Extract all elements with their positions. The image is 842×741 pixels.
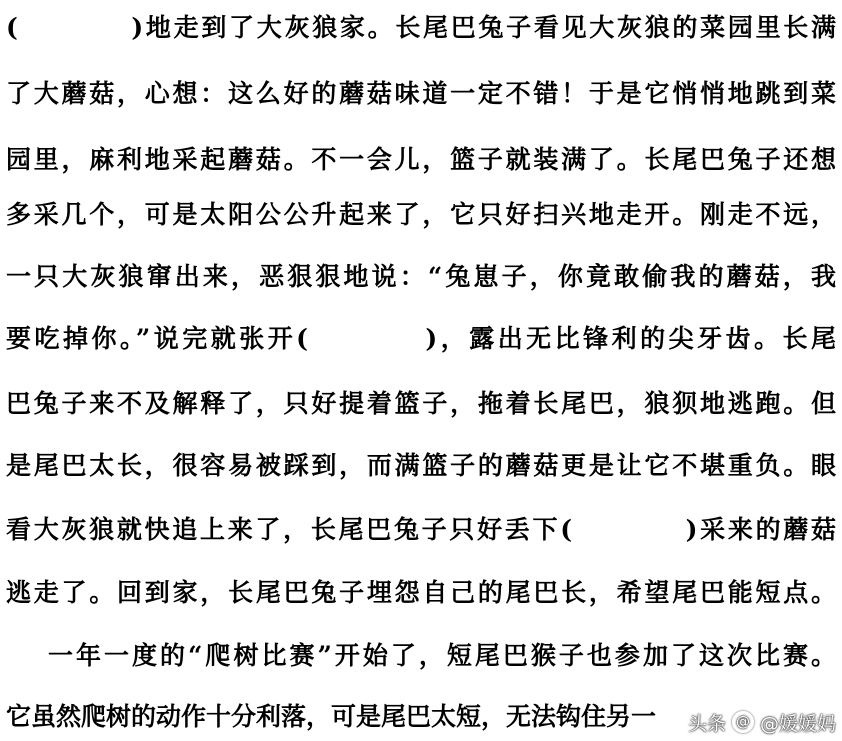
text-line: 了大蘑菇，心想：这么好的蘑菇味道一定不错！于是它悄悄地跳到菜: [6, 79, 836, 108]
text-line: ( )地走到了大灰狼家。长尾巴兔子看见大灰狼的菜园里长满: [6, 13, 836, 42]
at-icon: @: [732, 711, 754, 733]
text-line: 巴兔子来不及解释了，只好提着篮子，拖着长尾巴，狼狈地逃跑。但: [6, 389, 836, 418]
watermark: [688, 707, 836, 737]
text-line: 多采几个，可是太阳公公升起来了，它只好扫兴地走开。刚走不远，: [6, 200, 836, 229]
watermark-prefix: 头条: [687, 712, 726, 735]
text-line: 园里，麻利地采起蘑菇。不一会儿，篮子就装满了。长尾巴兔子还想: [6, 145, 836, 174]
text-line: 要吃掉你。”说完就张开( )，露出无比锋利的尖牙齿。长尾: [6, 324, 836, 353]
text-line: 它虽然爬树的动作十分利落，可是尾巴太短，无法钩住另一: [6, 702, 657, 731]
text-line: 逃走了。回到家，长尾巴兔子埋怨自己的尾巴长，希望尾巴能短点。: [6, 578, 836, 607]
text-line: 看大灰狼就快追上来了，长尾巴兔子只好丢下( )采来的蘑菇: [6, 515, 836, 544]
paragraph-start-line: 一年一度的“爬树比赛”开始了，短尾巴猴子也参加了这次比赛。: [48, 641, 836, 670]
text-line: 一只大灰狼窜出来，恶狠狠地说：“兔崽子，你竟敢偷我的蘑菇，我: [6, 262, 836, 291]
watermark-handle: @媛媛妈: [759, 712, 836, 735]
text-line: 是尾巴太长，很容易被踩到，而满篮子的蘑菇更是让它不堪重负。眼: [6, 451, 836, 480]
